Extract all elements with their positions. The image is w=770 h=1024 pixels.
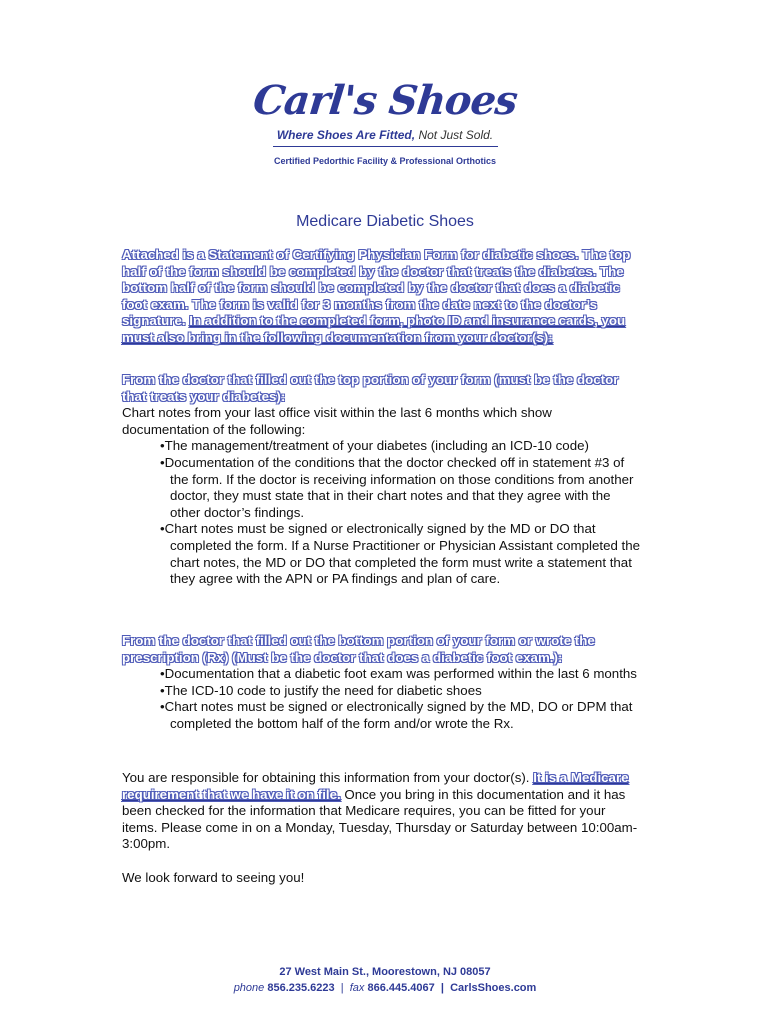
closing-highlight: It is a Medicare requirement that we have it on file. — [122, 770, 629, 802]
footer-contact: phone 856.235.6223 | fax 866.445.4067 | CarlsShoes.com — [233, 982, 537, 994]
page-title: Medicare Diabetic Shoes — [296, 213, 474, 230]
list-item: • Chart notes must be signed or electronically signed by the MD or DO that completed the form. If a Nurse Practitioner or Physician Assistant completed the chart notes, the MD or DO that completed the form must write a statement that they agree with the APN or PA findings and plan of care. — [160, 521, 642, 587]
website-link[interactable]: CarlsShoes.com — [450, 982, 537, 994]
footer — [0, 964, 770, 996]
intro-underlined: In addition to the completed form, photo ID and insurance cards, you must also bring in the following documentation from your doctor(s): — [122, 313, 626, 345]
closing-before: You are responsible for obtaining this information from your doctor(s). — [122, 770, 530, 785]
footer-address: 27 West Main St., Moorestown, NJ 08057 — [279, 966, 491, 978]
list-item: • Documentation of the conditions that the doctor checked off in statement #3 of the form. If the doctor is receiving information on those conditions from another doctor, they must state that in their chart notes and that they agree with the other doctor’s findings. — [160, 455, 642, 521]
section-bottom-heading: From the doctor that filled out the bottom portion of your form or wrote the prescription (Rx) (Must be the doctor that does a diabetic foot exam.): — [122, 633, 595, 665]
closing-paragraph — [122, 770, 642, 853]
closing-after: Once you bring in this documentation and it has been checked for the information that Medicare requires, you can be fitted for your items. Please come in on a Monday, Tuesday, Thursday or Saturday between 10:00am-3:00pm. — [122, 786, 638, 852]
tagline-divider — [273, 146, 498, 147]
tagline — [0, 128, 770, 142]
fax-number: 866.445.4067 — [367, 982, 435, 994]
section-top-lead: Chart notes from your last office visit within the last 6 months which show documentation of the following: — [122, 405, 552, 437]
company-logo: Carl's Shoes — [250, 77, 520, 124]
section-top-heading: From the doctor that filled out the top portion of your form (must be the doctor that treats your diabetes): — [122, 372, 619, 404]
letterhead — [0, 76, 770, 166]
certification-line: Certified Pedorthic Facility & Professional Orthotics — [273, 156, 497, 166]
section-top-list — [160, 438, 642, 587]
phone-label: phone — [233, 982, 265, 994]
list-item: • Documentation that a diabetic foot exam was performed within the last 6 months — [160, 666, 642, 683]
list-item: • Chart notes must be signed or electronically signed by the MD, DO or DPM that completed the bottom half of the form and/or wrote the Rx. — [160, 699, 642, 732]
list-item: • The ICD-10 code to justify the need for diabetic shoes — [160, 683, 642, 700]
section-top-portion — [122, 372, 642, 588]
farewell: We look forward to seeing you! — [122, 870, 305, 885]
phone-number: 856.235.6223 — [267, 982, 335, 994]
list-item: • The management/treatment of your diabetes (including an ICD-10 code) — [160, 438, 642, 455]
section-bottom-portion — [122, 633, 642, 733]
section-bottom-list — [160, 666, 642, 732]
tagline-italic: Not Just Sold. — [418, 128, 494, 142]
intro-paragraph — [122, 247, 642, 347]
intro-text: Attached is a Statement of Certifying Physician Form for diabetic shoes. The top half of the form should be completed by the doctor that treats the diabetes. The bottom half of the form should be completed by the doctor that does a diabetic foot exam. The form is valid for 3 months from the date next to the doctor’s signature. — [122, 247, 631, 329]
fax-label: fax — [349, 982, 365, 994]
tagline-bold: Where Shoes Are Fitted, — [276, 128, 416, 142]
